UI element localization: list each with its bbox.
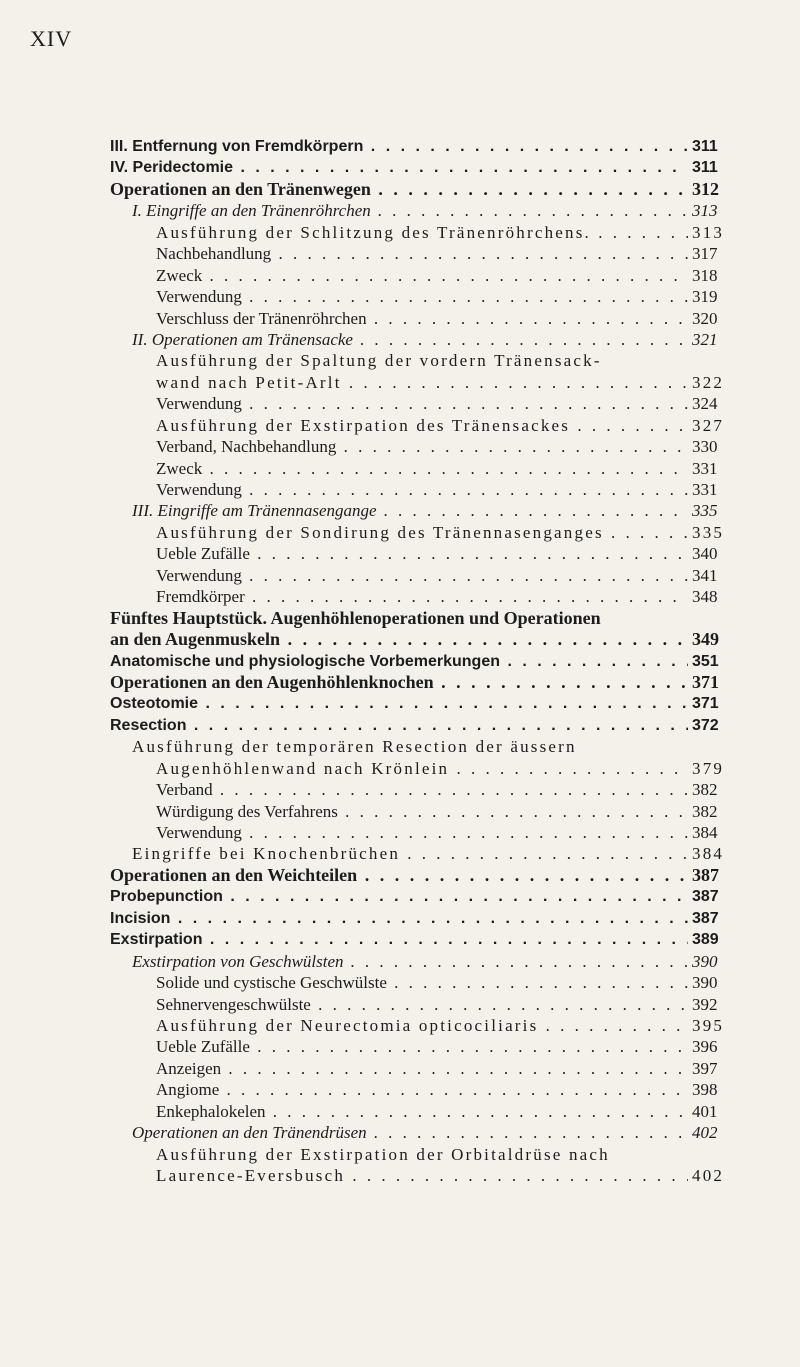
toc-entry: [0, 972, 800, 993]
toc-entry: [0, 629, 800, 650]
toc-entry: [0, 372, 800, 393]
toc-entry: [0, 693, 800, 714]
toc-entry: [0, 393, 800, 414]
toc-entry-title: III. Eingriffe am Tränennasengange . . .: [132, 500, 688, 521]
toc-entry: [0, 801, 800, 822]
toc-entry-page: 320: [692, 308, 718, 328]
toc-entry: [0, 779, 800, 800]
toc-entry-title: Verwendung . . .: [156, 286, 688, 307]
toc-entry-title: Ausführung der Spaltung der vordern Tränensack-: [156, 351, 602, 371]
toc-entry-page: 318: [692, 265, 718, 285]
toc-entry-title: Anzeigen . . .: [156, 1058, 688, 1079]
toc-entry-title: Fremdkörper . . .: [156, 586, 688, 607]
toc-entry: [0, 415, 800, 436]
toc-entry: [0, 479, 800, 500]
toc-entry-page: 382: [692, 801, 718, 821]
toc-entry-title: Exstirpation von Geschwülsten . . .: [132, 951, 688, 972]
toc-entry: [0, 1036, 800, 1057]
toc-entry-title: wand nach Petit-Arlt . . .: [156, 372, 688, 393]
toc-entry-title: Laurence-Eversbusch . . .: [156, 1165, 688, 1186]
toc-entry: [0, 929, 800, 950]
toc-entry-title: Operationen an den Tränenwegen . . .: [110, 179, 688, 200]
toc-entry: [0, 265, 800, 286]
toc-entry-title: Operationen an den Augenhöhlenknochen . . .: [110, 672, 688, 693]
toc-entry: [0, 329, 800, 350]
toc-entry-title: Eingriffe bei Knochenbrüchen . . .: [132, 843, 688, 864]
toc-entry-title: Verband, Nachbehandlung . . .: [156, 436, 688, 457]
toc-entry-page: 340: [692, 544, 718, 564]
table-of-contents: [0, 136, 800, 1186]
toc-entry-page: 384: [692, 823, 718, 842]
toc-entry-page: 382: [692, 780, 718, 800]
toc-entry-title: Verband . . .: [156, 779, 688, 800]
toc-entry-title: Exstirpation . . .: [110, 929, 688, 950]
toc-entry-page: 371: [692, 671, 719, 692]
toc-entry-page: 397: [692, 1058, 718, 1078]
toc-entry-page: 387: [692, 864, 719, 885]
toc-entry: [0, 886, 800, 907]
toc-entry-page: 351: [692, 652, 719, 670]
toc-entry: [0, 436, 800, 457]
toc-entry-page: 313: [692, 201, 718, 221]
toc-entry: [0, 200, 800, 221]
toc-entry-title: Ausführung der Neurectomia opticociliaris . . .: [156, 1015, 688, 1036]
toc-entry-title: Zweck . . .: [156, 458, 688, 479]
toc-entry-page: 324: [692, 394, 718, 414]
toc-entry: [0, 565, 800, 586]
toc-entry-page: 372: [692, 716, 719, 734]
toc-entry-page: 389: [692, 931, 719, 949]
toc-entry: [0, 843, 800, 864]
toc-entry: [0, 586, 800, 607]
toc-entry-title: Enkephalokelen . . .: [156, 1101, 688, 1122]
toc-entry: [0, 458, 800, 479]
toc-entry-page: 387: [692, 909, 719, 927]
toc-entry-page: 312: [692, 178, 719, 199]
toc-entry: [0, 672, 800, 693]
toc-entry-page: 390: [692, 973, 718, 993]
toc-entry: [0, 1165, 800, 1186]
toc-entry-title: Ueble Zufälle . . .: [156, 1036, 688, 1057]
page-number: XIV: [30, 26, 73, 51]
toc-entry-page: 311: [692, 138, 718, 155]
toc-entry: [0, 1144, 800, 1165]
toc-entry-title: Ausführung der Schlitzung des Tränenröhrchens. . . .: [156, 222, 688, 243]
toc-entry-title: Zweck . . .: [156, 265, 688, 286]
toc-entry: [0, 951, 800, 972]
toc-entry: [0, 222, 800, 243]
toc-entry-title: II. Operationen am Tränensacke . . .: [132, 329, 688, 350]
toc-entry-page: 379: [692, 758, 725, 778]
toc-entry-page: 321: [692, 329, 718, 349]
toc-entry-title: Augenhöhlenwand nach Krönlein . . .: [156, 758, 688, 779]
toc-entry-title: Anatomische und physiologische Vorbemerkungen . . .: [110, 651, 688, 672]
toc-entry-title: Probepunction . . .: [110, 886, 688, 907]
toc-entry-title: Ueble Zufälle . . .: [156, 543, 688, 564]
toc-entry-page: 401: [692, 1101, 718, 1121]
toc-entry-title: I. Eingriffe an den Tränenröhrchen . . .: [132, 200, 688, 221]
toc-entry-page: 390: [692, 951, 718, 971]
toc-entry-title: Solide und cystische Geschwülste . . .: [156, 972, 688, 993]
toc-entry: [0, 651, 800, 672]
toc-entry-page: 402: [692, 1123, 718, 1143]
toc-entry-page: 341: [692, 565, 718, 585]
toc-entry: [0, 1058, 800, 1079]
toc-entry: [0, 608, 800, 629]
toc-entry-title: Verwendung . . .: [156, 479, 688, 500]
toc-entry-page: 348: [692, 587, 718, 607]
toc-entry: [0, 822, 800, 843]
toc-entry-title: Operationen an den Weichteilen . . .: [110, 865, 688, 886]
toc-entry-title: Verwendung . . .: [156, 565, 688, 586]
toc-entry-page: 335: [692, 522, 725, 542]
toc-entry: [0, 1122, 800, 1143]
toc-entry-page: 398: [692, 1080, 718, 1100]
toc-entry-title: Verschluss der Tränenröhrchen . . .: [156, 308, 688, 329]
toc-entry-title: Verwendung . . .: [156, 393, 688, 414]
toc-entry-title: Angiome . . .: [156, 1079, 688, 1100]
toc-entry: [0, 1015, 800, 1036]
toc-entry: [0, 1101, 800, 1122]
toc-entry: [0, 136, 800, 157]
toc-entry-page: 319: [692, 287, 718, 307]
toc-entry-title: Ausführung der temporären Resection der äussern: [132, 737, 577, 757]
toc-entry-page: 335: [692, 501, 718, 521]
toc-entry: [0, 865, 800, 886]
toc-entry-page: 331: [692, 480, 718, 499]
toc-entry-page: 384: [692, 844, 725, 864]
toc-entry: [0, 1079, 800, 1100]
toc-entry: [0, 157, 800, 178]
toc-entry-page: 327: [692, 415, 725, 435]
toc-entry-title: Operationen an den Tränendrüsen . . .: [132, 1122, 688, 1143]
toc-entry: [0, 908, 800, 929]
toc-entry: [0, 350, 800, 371]
toc-entry-page: 349: [692, 629, 719, 650]
toc-entry-title: Ausführung der Exstirpation der Orbitaldrüse nach: [156, 1144, 610, 1164]
toc-entry: [0, 179, 800, 200]
toc-entry-title: IV. Peridectomie . . .: [110, 157, 688, 178]
toc-entry: [0, 758, 800, 779]
toc-entry-title: an den Augenmuskeln . . .: [110, 629, 688, 650]
toc-entry-page: 402: [692, 1166, 725, 1185]
toc-entry-title: Ausführung der Exstirpation des Tränensackes . . .: [156, 415, 688, 436]
toc-entry: [0, 543, 800, 564]
toc-entry-page: 395: [692, 1015, 725, 1035]
toc-entry: [0, 994, 800, 1015]
toc-entry-title: III. Entfernung von Fremdkörpern . . .: [110, 136, 688, 157]
toc-entry-title: Fünftes Hauptstück. Augenhöhlenoperationen und Operationen: [110, 607, 601, 628]
toc-entry-page: 322: [692, 372, 725, 392]
toc-entry-title: Resection . . .: [110, 715, 688, 736]
toc-entry-page: 313: [692, 222, 725, 242]
toc-entry-title: Verwendung . . .: [156, 822, 688, 843]
toc-entry-page: 311: [692, 159, 718, 177]
toc-entry: [0, 286, 800, 307]
toc-entry-page: 396: [692, 1037, 718, 1057]
toc-entry: [0, 736, 800, 757]
toc-entry-page: 371: [692, 695, 719, 713]
toc-entry: [0, 243, 800, 264]
toc-entry-page: 331: [692, 458, 718, 478]
toc-entry-page: 330: [692, 437, 718, 457]
toc-entry-page: 392: [692, 994, 718, 1014]
toc-entry: [0, 308, 800, 329]
toc-entry-page: 387: [692, 888, 719, 906]
toc-entry-title: Sehnervengeschwülste . . .: [156, 994, 688, 1015]
toc-entry: [0, 500, 800, 521]
toc-entry-title: Osteotomie . . .: [110, 693, 688, 714]
toc-entry: [0, 522, 800, 543]
toc-entry-title: Würdigung des Verfahrens . . .: [156, 801, 688, 822]
toc-entry-page: 317: [692, 244, 718, 264]
toc-entry-title: Nachbehandlung . . .: [156, 243, 688, 264]
toc-entry: [0, 715, 800, 736]
toc-entry-title: Incision . . .: [110, 908, 688, 929]
toc-entry-title: Ausführung der Sondirung des Tränennasenganges . . .: [156, 522, 688, 543]
